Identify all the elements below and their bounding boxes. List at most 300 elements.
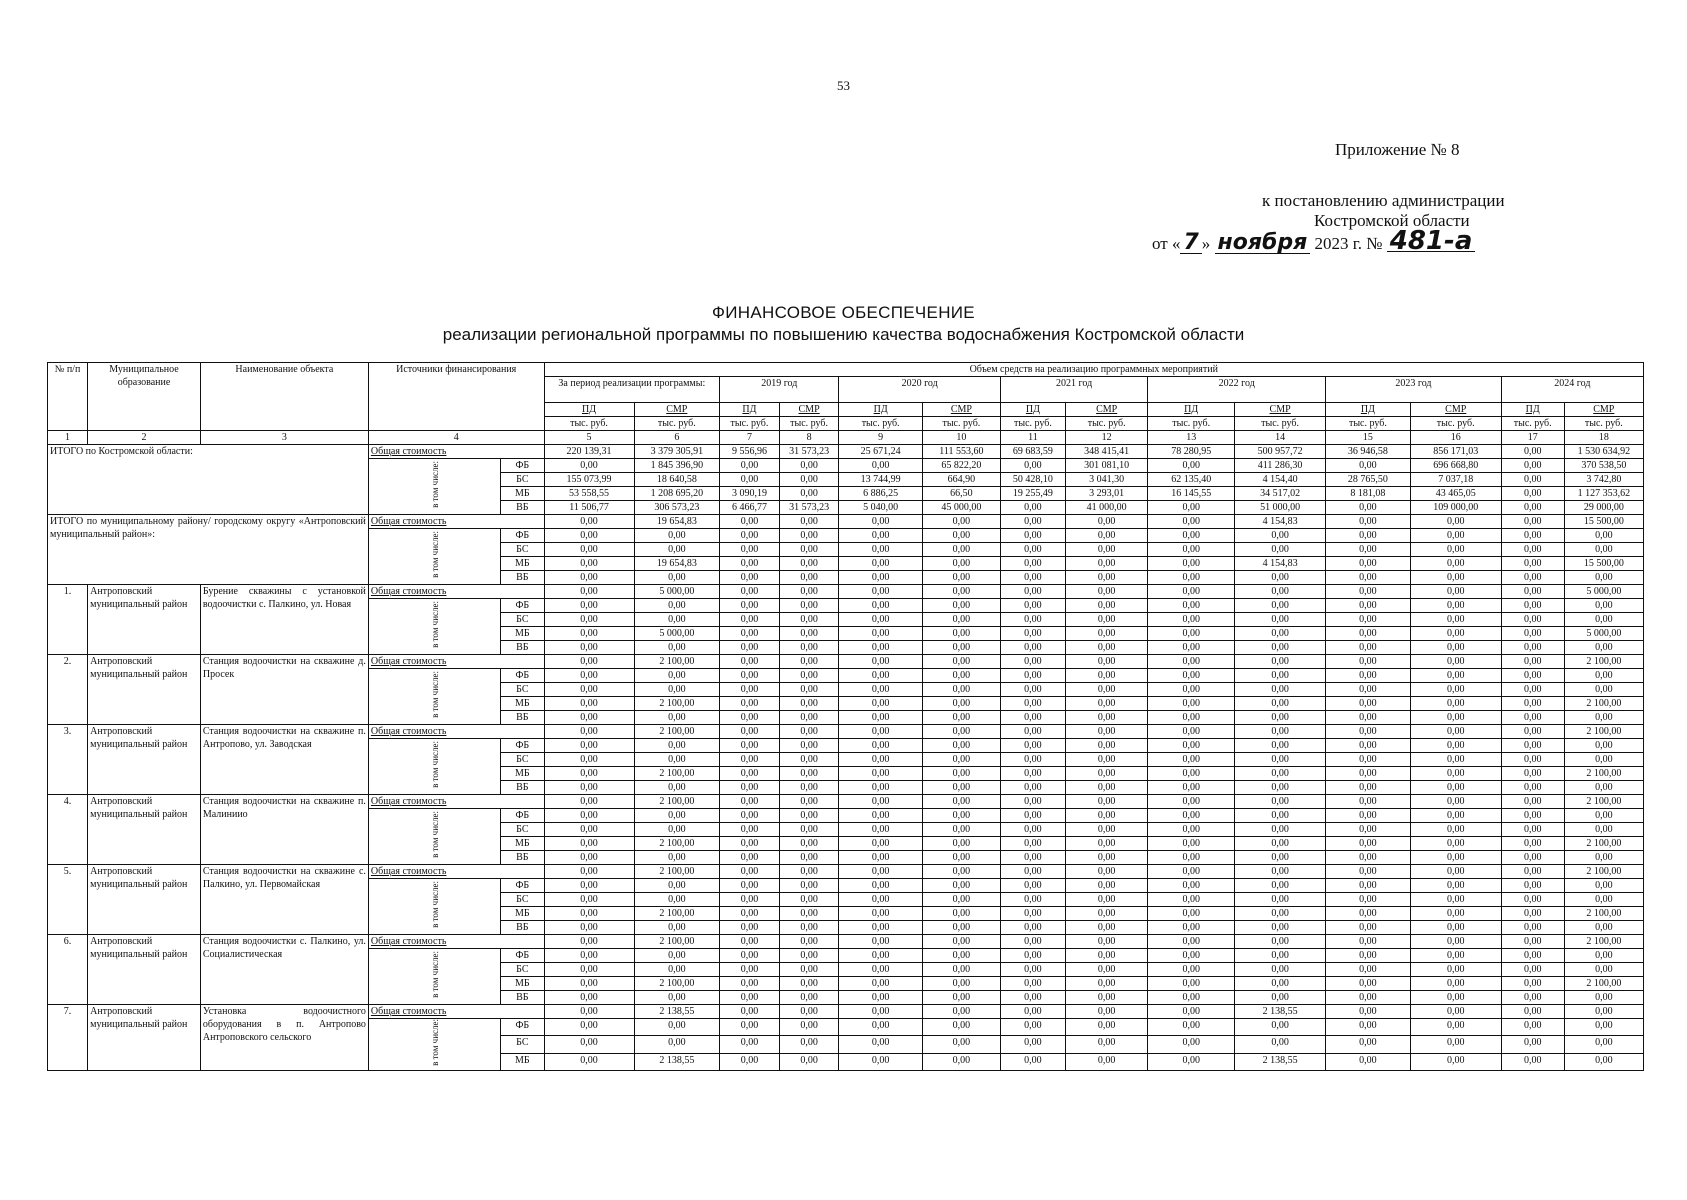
value-cell: 2 100,00 — [634, 697, 720, 711]
value-cell: 3 293,01 — [1065, 487, 1147, 501]
value-cell: 43 465,05 — [1410, 487, 1501, 501]
value-cell: 2 100,00 — [634, 795, 720, 809]
value-cell: 0,00 — [779, 669, 839, 683]
value-cell: 0,00 — [1000, 809, 1065, 823]
header-unit: тыс. руб. — [922, 417, 1000, 431]
value-cell: 0,00 — [1065, 529, 1147, 543]
value-cell: 0,00 — [720, 949, 780, 963]
value-cell: 18 640,58 — [634, 473, 720, 487]
value-cell: 0,00 — [1501, 767, 1564, 781]
row-number: 2. — [48, 655, 88, 725]
value-cell: 0,00 — [1501, 921, 1564, 935]
header-period: За период реализации программы: — [544, 377, 720, 403]
value-cell: 0,00 — [1235, 739, 1326, 753]
value-cell: 0,00 — [1501, 851, 1564, 865]
value-cell: 109 000,00 — [1410, 501, 1501, 515]
value-cell: 0,00 — [1564, 1005, 1643, 1019]
value-cell: 13 744,99 — [839, 473, 922, 487]
value-cell: 0,00 — [634, 781, 720, 795]
total-cost-label: Общая стоимость — [368, 725, 544, 739]
fund-type-label: ФБ — [501, 879, 544, 893]
value-cell: 0,00 — [1065, 683, 1147, 697]
value-cell: 0,00 — [1000, 1053, 1065, 1070]
value-cell: 0,00 — [1410, 571, 1501, 585]
value-cell: 0,00 — [779, 767, 839, 781]
value-cell: 0,00 — [1501, 823, 1564, 837]
value-cell: 0,00 — [720, 753, 780, 767]
value-cell: 0,00 — [922, 669, 1000, 683]
value-cell: 0,00 — [1326, 781, 1411, 795]
value-cell: 0,00 — [720, 781, 780, 795]
value-cell: 0,00 — [1410, 669, 1501, 683]
value-cell: 0,00 — [1501, 557, 1564, 571]
value-cell: 2 138,55 — [1235, 1005, 1326, 1019]
value-cell: 0,00 — [720, 599, 780, 613]
value-cell: 0,00 — [1000, 781, 1065, 795]
row-number: 1. — [48, 585, 88, 655]
decree-line-2: Костромской области — [1314, 211, 1470, 230]
value-cell: 0,00 — [1148, 963, 1235, 977]
value-cell: 0,00 — [1148, 795, 1235, 809]
header-unit: тыс. руб. — [1564, 417, 1643, 431]
value-cell: 0,00 — [1065, 795, 1147, 809]
value-cell: 0,00 — [839, 557, 922, 571]
table-row — [48, 515, 1644, 529]
column-number: 16 — [1410, 431, 1501, 445]
financing-table — [47, 362, 1644, 1071]
value-cell: 0,00 — [839, 683, 922, 697]
including-label — [368, 949, 500, 1005]
value-cell: 6 886,25 — [839, 487, 922, 501]
value-cell: 0,00 — [779, 515, 839, 529]
value-cell: 0,00 — [1148, 613, 1235, 627]
value-cell: 0,00 — [922, 529, 1000, 543]
column-number: 5 — [544, 431, 634, 445]
total-cost-label: Общая стоимость — [368, 1005, 544, 1019]
value-cell: 19 255,49 — [1000, 487, 1065, 501]
value-cell: 0,00 — [634, 529, 720, 543]
value-cell: 0,00 — [544, 991, 634, 1005]
fund-type-label: ВБ — [501, 851, 544, 865]
value-cell: 51 000,00 — [1235, 501, 1326, 515]
value-cell: 0,00 — [839, 585, 922, 599]
value-cell: 0,00 — [1326, 501, 1411, 515]
value-cell: 0,00 — [720, 865, 780, 879]
value-cell: 0,00 — [1501, 571, 1564, 585]
value-cell: 0,00 — [1410, 753, 1501, 767]
header-unit: тыс. руб. — [720, 417, 780, 431]
value-cell: 0,00 — [634, 851, 720, 865]
value-cell: 306 573,23 — [634, 501, 720, 515]
header-smr: СМР — [1065, 403, 1147, 417]
value-cell: 0,00 — [779, 893, 839, 907]
column-number-row — [48, 431, 1644, 445]
value-cell: 0,00 — [1501, 655, 1564, 669]
decree-block — [1152, 191, 1505, 256]
value-cell: 0,00 — [1000, 501, 1065, 515]
value-cell: 0,00 — [720, 655, 780, 669]
value-cell: 0,00 — [1410, 543, 1501, 557]
fund-type-label: БС — [501, 1036, 544, 1053]
value-cell: 0,00 — [779, 1005, 839, 1019]
value-cell: 696 668,80 — [1410, 459, 1501, 473]
header-unit: тыс. руб. — [1235, 417, 1326, 431]
value-cell: 0,00 — [1065, 963, 1147, 977]
value-cell: 0,00 — [839, 949, 922, 963]
value-cell: 0,00 — [1235, 585, 1326, 599]
value-cell: 0,00 — [779, 711, 839, 725]
value-cell: 0,00 — [1410, 1036, 1501, 1053]
value-cell: 0,00 — [544, 1019, 634, 1036]
value-cell: 0,00 — [634, 739, 720, 753]
value-cell: 0,00 — [1410, 627, 1501, 641]
value-cell: 0,00 — [1235, 879, 1326, 893]
value-cell: 0,00 — [1065, 977, 1147, 991]
value-cell: 2 100,00 — [634, 767, 720, 781]
value-cell: 0,00 — [922, 725, 1000, 739]
value-cell: 0,00 — [1410, 683, 1501, 697]
header-unit: тыс. руб. — [1148, 417, 1235, 431]
fund-type-label: МБ — [501, 557, 544, 571]
row-number: 7. — [48, 1005, 88, 1071]
value-cell: 0,00 — [1000, 529, 1065, 543]
value-cell: 0,00 — [1000, 1036, 1065, 1053]
value-cell: 0,00 — [544, 753, 634, 767]
value-cell: 0,00 — [779, 571, 839, 585]
value-cell: 0,00 — [922, 753, 1000, 767]
value-cell: 0,00 — [1235, 753, 1326, 767]
value-cell: 0,00 — [1410, 599, 1501, 613]
value-cell: 0,00 — [1501, 683, 1564, 697]
value-cell: 0,00 — [720, 921, 780, 935]
total-cost-label: Общая стоимость — [368, 935, 544, 949]
header-pd: ПД — [1501, 403, 1564, 417]
value-cell: 2 100,00 — [634, 977, 720, 991]
value-cell: 0,00 — [1148, 641, 1235, 655]
value-cell: 0,00 — [922, 809, 1000, 823]
fund-type-label: ВБ — [501, 641, 544, 655]
value-cell: 0,00 — [1235, 599, 1326, 613]
value-cell: 0,00 — [1501, 879, 1564, 893]
header-smr: СМР — [1564, 403, 1643, 417]
header-pd: ПД — [1000, 403, 1065, 417]
value-cell: 0,00 — [720, 543, 780, 557]
value-cell: 0,00 — [839, 823, 922, 837]
fund-type-label: БС — [501, 963, 544, 977]
value-cell: 25 671,24 — [839, 445, 922, 459]
value-cell: 0,00 — [1410, 767, 1501, 781]
value-cell: 0,00 — [1410, 977, 1501, 991]
value-cell: 0,00 — [1235, 907, 1326, 921]
value-cell: 0,00 — [544, 557, 634, 571]
value-cell: 0,00 — [839, 627, 922, 641]
value-cell: 0,00 — [922, 907, 1000, 921]
including-text: в том числе: — [429, 951, 440, 998]
including-label — [368, 879, 500, 935]
fund-type-label: БС — [501, 613, 544, 627]
value-cell: 0,00 — [1148, 1005, 1235, 1019]
value-cell: 19 654,83 — [634, 557, 720, 571]
value-cell: 0,00 — [634, 949, 720, 963]
value-cell: 0,00 — [1326, 641, 1411, 655]
value-cell: 0,00 — [922, 823, 1000, 837]
header-object: Наименование объекта — [200, 363, 368, 431]
column-number: 12 — [1065, 431, 1147, 445]
including-label — [368, 739, 500, 795]
value-cell: 0,00 — [1501, 711, 1564, 725]
value-cell: 0,00 — [544, 599, 634, 613]
value-cell: 0,00 — [1235, 837, 1326, 851]
header-unit: тыс. руб. — [1065, 417, 1147, 431]
value-cell: 0,00 — [720, 473, 780, 487]
value-cell: 0,00 — [839, 697, 922, 711]
column-number: 4 — [368, 431, 544, 445]
fund-type-label: МБ — [501, 837, 544, 851]
value-cell: 0,00 — [1326, 697, 1411, 711]
value-cell: 31 573,23 — [779, 501, 839, 515]
value-cell: 0,00 — [1000, 571, 1065, 585]
value-cell: 0,00 — [1501, 795, 1564, 809]
total-cost-label: Общая стоимость — [368, 515, 544, 529]
value-cell: 0,00 — [1326, 1005, 1411, 1019]
value-cell: 0,00 — [1000, 893, 1065, 907]
value-cell: 0,00 — [720, 669, 780, 683]
column-number: 10 — [922, 431, 1000, 445]
value-cell: 0,00 — [1148, 781, 1235, 795]
value-cell: 0,00 — [1235, 529, 1326, 543]
value-cell: 0,00 — [1564, 683, 1643, 697]
value-cell: 0,00 — [1235, 991, 1326, 1005]
including-text: в том числе: — [429, 671, 440, 718]
value-cell: 0,00 — [1410, 739, 1501, 753]
column-number: 1 — [48, 431, 88, 445]
value-cell: 2 100,00 — [1564, 935, 1643, 949]
value-cell: 0,00 — [634, 711, 720, 725]
value-cell: 0,00 — [839, 599, 922, 613]
value-cell: 0,00 — [839, 1005, 922, 1019]
value-cell: 5 000,00 — [1564, 627, 1643, 641]
value-cell: 2 100,00 — [1564, 655, 1643, 669]
value-cell: 0,00 — [1326, 613, 1411, 627]
fund-type-label: ВБ — [501, 501, 544, 515]
value-cell: 0,00 — [1235, 949, 1326, 963]
value-cell: 0,00 — [634, 613, 720, 627]
header-municipality: Муниципальное образование — [88, 363, 201, 431]
value-cell: 0,00 — [779, 865, 839, 879]
value-cell: 0,00 — [922, 795, 1000, 809]
value-cell: 0,00 — [1326, 1019, 1411, 1036]
value-cell: 0,00 — [779, 837, 839, 851]
value-cell: 0,00 — [1564, 991, 1643, 1005]
value-cell: 0,00 — [1000, 921, 1065, 935]
value-cell: 0,00 — [1326, 655, 1411, 669]
value-cell: 0,00 — [634, 753, 720, 767]
value-cell: 0,00 — [1148, 1019, 1235, 1036]
value-cell: 0,00 — [1000, 655, 1065, 669]
value-cell: 0,00 — [1065, 599, 1147, 613]
municipality-name: Антроповский муниципальный район — [88, 725, 201, 795]
value-cell: 5 000,00 — [634, 627, 720, 641]
value-cell: 0,00 — [1065, 1036, 1147, 1053]
value-cell: 0,00 — [1410, 991, 1501, 1005]
decree-year: 2023 г. № — [1314, 234, 1383, 253]
value-cell: 0,00 — [1000, 627, 1065, 641]
value-cell: 0,00 — [1564, 613, 1643, 627]
value-cell: 0,00 — [1065, 935, 1147, 949]
value-cell: 3 742,80 — [1564, 473, 1643, 487]
value-cell: 0,00 — [1148, 585, 1235, 599]
column-number: 14 — [1235, 431, 1326, 445]
value-cell: 0,00 — [544, 571, 634, 585]
value-cell: 0,00 — [1000, 949, 1065, 963]
value-cell: 0,00 — [779, 585, 839, 599]
value-cell: 0,00 — [1410, 655, 1501, 669]
value-cell: 0,00 — [1000, 991, 1065, 1005]
value-cell: 0,00 — [779, 529, 839, 543]
including-text: в том числе: — [429, 811, 440, 858]
value-cell: 0,00 — [839, 1019, 922, 1036]
including-label — [368, 1019, 500, 1071]
value-cell: 0,00 — [1564, 949, 1643, 963]
value-cell: 0,00 — [1065, 669, 1147, 683]
value-cell: 0,00 — [634, 571, 720, 585]
header-year: 2020 год — [839, 377, 1001, 403]
header-num: № п/п — [48, 363, 88, 431]
value-cell: 0,00 — [720, 767, 780, 781]
municipality-name: Антроповский муниципальный район — [88, 655, 201, 725]
value-cell: 0,00 — [1148, 739, 1235, 753]
fund-type-label: ФБ — [501, 949, 544, 963]
value-cell: 0,00 — [1000, 585, 1065, 599]
header-sources: Источники финансирования — [368, 363, 544, 431]
value-cell: 0,00 — [1410, 781, 1501, 795]
header-year: 2024 год — [1501, 377, 1643, 403]
value-cell: 0,00 — [779, 977, 839, 991]
value-cell: 0,00 — [544, 529, 634, 543]
column-number: 2 — [88, 431, 201, 445]
fund-type-label: ФБ — [501, 809, 544, 823]
total-cost-label: Общая стоимость — [368, 865, 544, 879]
value-cell: 0,00 — [779, 851, 839, 865]
value-cell: 0,00 — [1326, 557, 1411, 571]
value-cell: 0,00 — [839, 613, 922, 627]
value-cell: 0,00 — [720, 935, 780, 949]
value-cell: 29 000,00 — [1564, 501, 1643, 515]
value-cell: 0,00 — [779, 963, 839, 977]
value-cell: 0,00 — [1564, 529, 1643, 543]
value-cell: 0,00 — [544, 977, 634, 991]
value-cell: 0,00 — [1410, 1019, 1501, 1036]
header-volume: Объем средств на реализацию программных мероприятий — [544, 363, 1643, 377]
column-number: 8 — [779, 431, 839, 445]
fund-type-label: ВБ — [501, 571, 544, 585]
fund-type-label: МБ — [501, 697, 544, 711]
value-cell: 0,00 — [839, 795, 922, 809]
value-cell: 0,00 — [1065, 585, 1147, 599]
value-cell: 0,00 — [1326, 725, 1411, 739]
value-cell: 0,00 — [1501, 739, 1564, 753]
header-year: 2023 год — [1326, 377, 1502, 403]
value-cell: 0,00 — [1501, 627, 1564, 641]
fund-type-label: ФБ — [501, 669, 544, 683]
value-cell: 0,00 — [1501, 893, 1564, 907]
value-cell: 0,00 — [1326, 515, 1411, 529]
value-cell: 500 957,72 — [1235, 445, 1326, 459]
value-cell: 1 845 396,90 — [634, 459, 720, 473]
value-cell: 0,00 — [1564, 739, 1643, 753]
municipality-name: Антроповский муниципальный район — [88, 865, 201, 935]
value-cell: 5 040,00 — [839, 501, 922, 515]
value-cell: 0,00 — [634, 879, 720, 893]
including-text: в том числе: — [429, 601, 440, 648]
value-cell: 0,00 — [1410, 809, 1501, 823]
value-cell: 0,00 — [779, 557, 839, 571]
group-summary: ИТОГО по муниципальному району/ городскому округу «Антроповский муниципальный район»: — [48, 515, 369, 585]
value-cell: 0,00 — [1326, 935, 1411, 949]
value-cell: 0,00 — [839, 893, 922, 907]
value-cell: 155 073,99 — [544, 473, 634, 487]
value-cell: 0,00 — [544, 907, 634, 921]
value-cell: 0,00 — [544, 459, 634, 473]
value-cell: 0,00 — [839, 837, 922, 851]
value-cell: 0,00 — [1000, 753, 1065, 767]
value-cell: 2 100,00 — [1564, 907, 1643, 921]
value-cell: 0,00 — [922, 837, 1000, 851]
value-cell: 0,00 — [1326, 571, 1411, 585]
value-cell: 0,00 — [1501, 543, 1564, 557]
value-cell: 0,00 — [1326, 1036, 1411, 1053]
value-cell: 0,00 — [1326, 991, 1411, 1005]
header-smr: СМР — [1410, 403, 1501, 417]
fund-type-label: ФБ — [501, 529, 544, 543]
value-cell: 0,00 — [1326, 907, 1411, 921]
value-cell: 28 765,50 — [1326, 473, 1411, 487]
value-cell: 0,00 — [1000, 683, 1065, 697]
value-cell: 0,00 — [779, 991, 839, 1005]
value-cell: 0,00 — [1065, 543, 1147, 557]
value-cell: 0,00 — [1235, 543, 1326, 557]
value-cell: 0,00 — [779, 739, 839, 753]
value-cell: 0,00 — [839, 809, 922, 823]
value-cell: 0,00 — [1148, 893, 1235, 907]
column-number: 6 — [634, 431, 720, 445]
value-cell: 1 208 695,20 — [634, 487, 720, 501]
group-summary: ИТОГО по Костромской области: — [48, 445, 369, 515]
value-cell: 0,00 — [922, 865, 1000, 879]
value-cell: 0,00 — [1564, 781, 1643, 795]
value-cell: 65 822,20 — [922, 459, 1000, 473]
fund-type-label: МБ — [501, 487, 544, 501]
value-cell: 0,00 — [1326, 767, 1411, 781]
value-cell: 0,00 — [1000, 767, 1065, 781]
value-cell: 0,00 — [1065, 949, 1147, 963]
value-cell: 856 171,03 — [1410, 445, 1501, 459]
fund-type-label: ФБ — [501, 599, 544, 613]
value-cell: 0,00 — [1000, 711, 1065, 725]
value-cell: 0,00 — [1065, 851, 1147, 865]
value-cell: 0,00 — [1148, 515, 1235, 529]
value-cell: 0,00 — [1065, 921, 1147, 935]
column-number: 9 — [839, 431, 922, 445]
fund-type-label: МБ — [501, 1053, 544, 1070]
value-cell: 0,00 — [1148, 991, 1235, 1005]
value-cell: 0,00 — [779, 627, 839, 641]
value-cell: 0,00 — [779, 879, 839, 893]
value-cell: 0,00 — [1148, 683, 1235, 697]
value-cell: 0,00 — [1326, 1053, 1411, 1070]
value-cell: 0,00 — [1065, 725, 1147, 739]
value-cell: 0,00 — [1148, 851, 1235, 865]
